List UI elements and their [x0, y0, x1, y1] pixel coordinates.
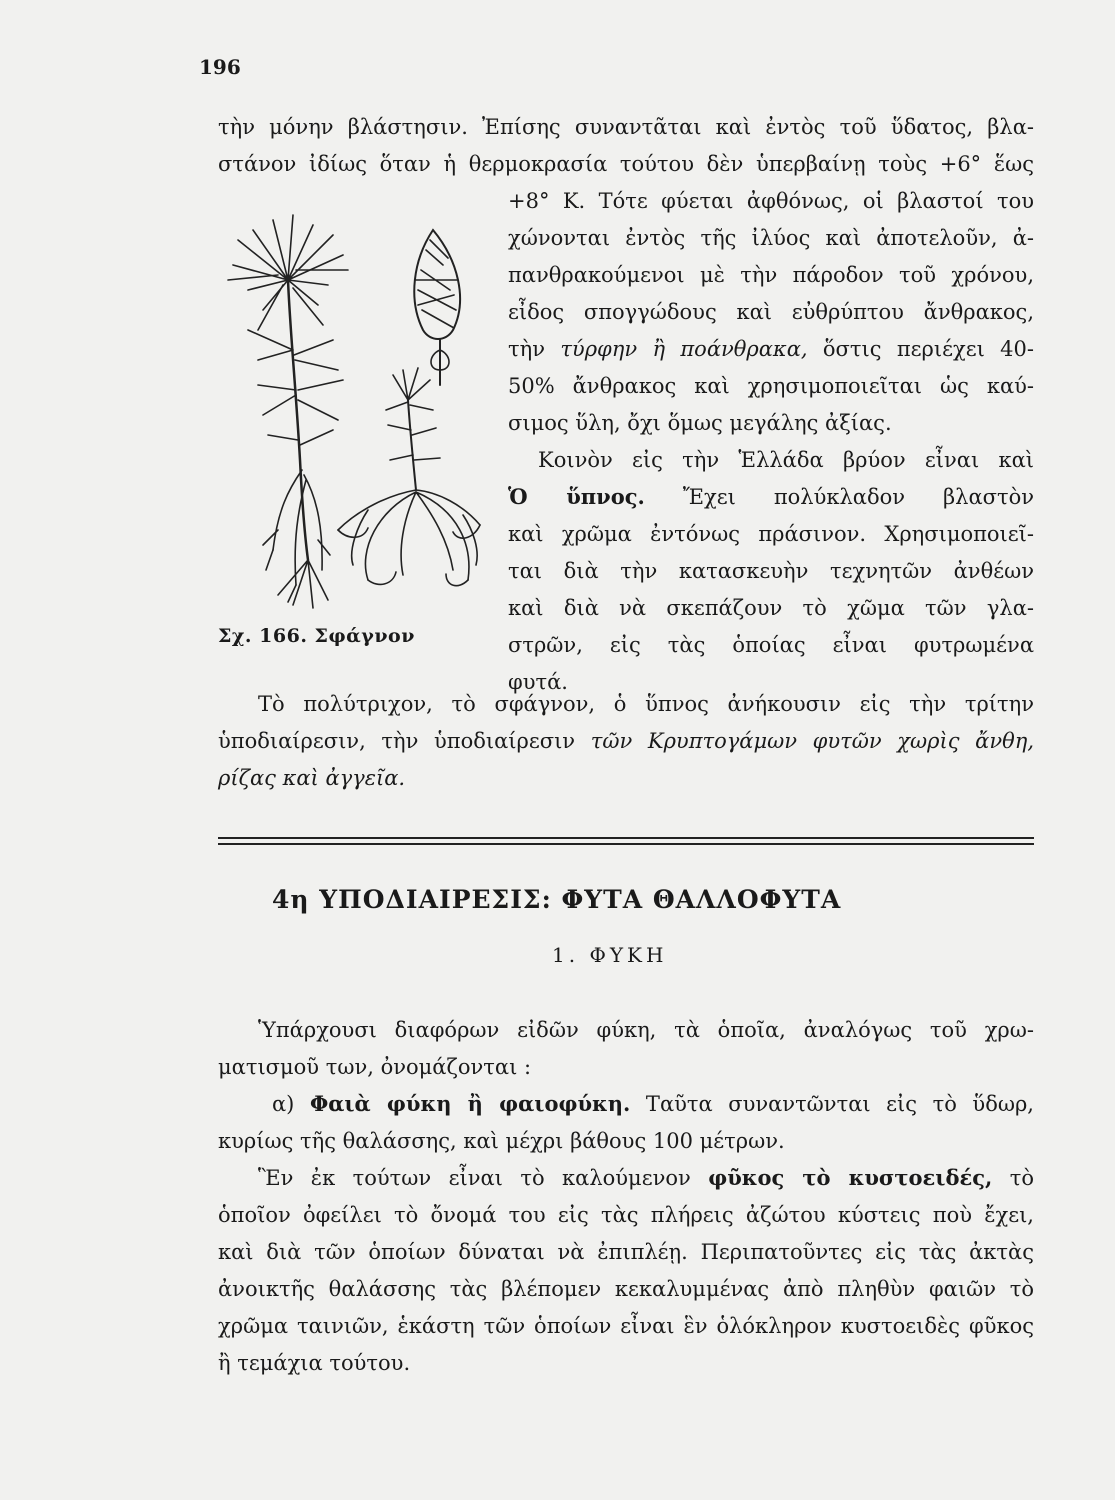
section-heading: 4η ΥΠΟΔΙΑΙΡΕΣΙΣ: ΦΥΤΑ ΘΑΛΛΟΦΥΤΑ	[272, 885, 842, 914]
bold-term: φῦκος τὸ κυστοειδές,	[708, 1165, 993, 1190]
italic-term: τῶν Κρυπτογάμων φυτῶν χωρὶς ἄνθη,	[590, 729, 1035, 753]
text-run: ὑποδιαίρεσιν, τὴν ὑποδιαίρεσιν	[218, 729, 591, 753]
text-line	[508, 483, 1034, 511]
text-line: χώνονται ἐντὸς τῆς ἰλύος καὶ ἀποτελοῦν, ἀ-	[508, 226, 1034, 250]
sphagnum-illustration	[218, 210, 493, 610]
text-line: κυρίως τῆς θαλάσσης, καὶ μέχρι βάθους 100 μέτρων.	[218, 1129, 785, 1153]
text-line: ὁποῖον ὀφείλει τὸ ὄνομά του εἰς τὰς πλήρεις ἀζώτου κύστεις ποὺ ἔχει,	[218, 1203, 1034, 1227]
text-line	[218, 727, 1034, 755]
text-line: εἶδος σπογγώδους καὶ εὐθρύπτου ἄνθρακος,	[508, 300, 1034, 324]
text-line: τὴν μόνην βλάστησιν. Ἐπίσης συναντᾶται καὶ ἐντὸς τοῦ ὕδατος, βλα-	[218, 115, 1034, 139]
text-line: Ὑπάρχουσι διαφόρων εἰδῶν φύκη, τὰ ὁποῖα, ἀναλόγως τοῦ χρω-	[258, 1018, 1034, 1042]
text-line: Τὸ πολύτριχον, τὸ σφάγνον, ὁ ὕπνος ἀνήκουσιν εἰς τὴν τρίτην	[258, 692, 1034, 716]
text-line: φυτά.	[508, 670, 568, 694]
text-run: ὅστις περιέχει 40-	[807, 337, 1034, 361]
list-marker: α)	[272, 1092, 310, 1116]
text-run: Ἔχει πολύκλαδον βλαστὸν	[644, 485, 1034, 509]
text-line: ἀνοικτῆς θαλάσσης τὰς βλέπομεν κεκαλυμμένας ἀπὸ πληθὺν φαιῶν τὸ	[218, 1277, 1034, 1301]
bold-term: Ὁ ὕπνος.	[508, 484, 645, 509]
divider-rule	[218, 843, 1034, 845]
text-line: ται διὰ τὴν κατασκευὴν τεχνητῶν ἀνθέων	[508, 559, 1034, 583]
bold-term: Φαιὰ φύκη ἢ φαιοφύκη.	[309, 1091, 631, 1116]
text-line: χρῶμα ταινιῶν, ἑκάστη τῶν ὁποίων εἶναι ἓν ὁλόκληρον κυστοειδὲς φῦκος	[218, 1314, 1034, 1338]
text-line: +8° Κ. Τότε φύεται ἀφθόνως, οἱ βλαστοί του	[508, 189, 1034, 213]
text-line: καὶ χρῶμα ἐντόνως πράσινον. Χρησιμοποιεῖ-	[508, 522, 1034, 546]
text-line: ματισμοῦ των, ὀνομάζονται :	[218, 1055, 532, 1079]
text-run: Ταῦτα συναντῶνται εἰς τὸ ὕδωρ,	[630, 1092, 1034, 1116]
text-line: καὶ διὰ νὰ σκεπάζουν τὸ χῶμα τῶν γλα-	[508, 596, 1034, 620]
text-run: τὸ	[992, 1166, 1035, 1190]
text-line: στάνον ἰδίως ὅταν ἡ θερμοκρασία τούτου δὲν ὑπερβαίνῃ τοὺς +6° ἕως	[218, 152, 1034, 176]
text-line: ἢ τεμάχια τούτου.	[218, 1351, 411, 1375]
subheading: 1. ΦΥΚΗ	[552, 943, 668, 967]
text-line: 50% ἄνθρακος καὶ χρησιμοποιεῖται ὡς καύ-	[508, 374, 1034, 398]
text-line: καὶ διὰ τῶν ὁποίων δύναται νὰ ἐπιπλέῃ. Περιπατοῦντες εἰς τὰς ἀκτὰς	[218, 1240, 1034, 1264]
divider-rule	[218, 837, 1034, 839]
text-line	[272, 1090, 1034, 1118]
text-run: τὴν	[508, 337, 561, 361]
text-line: Κοινὸν εἰς τὴν Ἑλλάδα βρύον εἶναι καὶ	[538, 448, 1034, 472]
text-line: στρῶν, εἰς τὰς ὁποίας εἶναι φυτρωμένα	[508, 633, 1034, 657]
text-line	[258, 1164, 1034, 1192]
text-line: πανθρακούμενοι μὲ τὴν πάροδον τοῦ χρόνου,	[508, 263, 1034, 287]
text-line	[508, 335, 1034, 363]
figure-caption: Σχ. 166. Σφάγνον	[218, 625, 415, 647]
text-line: ρίζας καὶ ἀγγεῖα.	[218, 766, 406, 790]
italic-term: τύρφην ἢ ποάνθρακα,	[560, 337, 808, 361]
page-number: 196	[199, 55, 241, 79]
text-run: Ἓν ἐκ τούτων εἶναι τὸ καλούμενον	[258, 1166, 709, 1190]
text-line: σιμος ὕλη, ὄχι ὅμως μεγάλης ἀξίας.	[508, 411, 892, 435]
